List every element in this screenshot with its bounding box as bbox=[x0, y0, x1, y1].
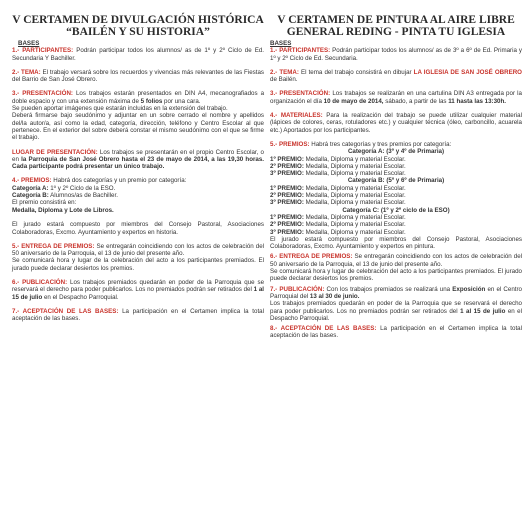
section-text: en el Despacho Parroquial. bbox=[270, 307, 522, 322]
section-bold: 1 al 15 de julio bbox=[460, 307, 506, 315]
section-bold: 1 al 15 de julio bbox=[12, 286, 265, 301]
section-label: 4.- PREMIOS: bbox=[12, 177, 52, 185]
prize-label: 2º PREMIO: bbox=[270, 221, 304, 229]
section-aceptacion bbox=[270, 325, 522, 340]
category-text: 1º y 2º Ciclo de la ESO. bbox=[48, 184, 116, 192]
section-label: LUGAR DE PRESENTACIÓN: bbox=[12, 148, 98, 156]
prize-text: Medalla, Diploma y material Escolar. bbox=[303, 228, 406, 236]
section-text: Con los trabajos premiados se realizará una bbox=[324, 285, 453, 293]
section-text: El trabajo versará sobre los recuerdos y vivencias más relevantes de las Fiestas del Barrio de San José Obrero. bbox=[12, 68, 264, 84]
section-text: Para la realización del trabajo se puede utilizar cualquier material (lápices de colores, ceras, rotuladores etc.) y cualquier técnica (óleo, carboncillo, acuarela etc.) Aportados por los participantes. bbox=[270, 112, 522, 134]
section-bold: 13 al 30 de junio. bbox=[309, 292, 360, 300]
history-contest-title-line2: “BAILÉN Y SU HISTORIA” bbox=[66, 26, 210, 38]
painting-contest-column bbox=[270, 14, 522, 347]
prize-line bbox=[270, 170, 522, 177]
bases-heading: BASES bbox=[270, 40, 292, 47]
section-label: 4.- MATERIALES: bbox=[270, 112, 323, 120]
section-bold: 10 de mayo de 2014, bbox=[323, 97, 384, 105]
section-label: 5.- ENTREGA DE PREMIOS: bbox=[12, 242, 95, 250]
prize-text: Medalla, Diploma y material Escolar. bbox=[303, 192, 406, 200]
section-premios bbox=[270, 141, 522, 250]
section-materiales bbox=[270, 112, 522, 134]
section-text: de Bailén. bbox=[270, 76, 298, 84]
prize-label: 2º PREMIO: bbox=[270, 192, 304, 200]
prize-label: 3º PREMIO: bbox=[270, 170, 304, 178]
section-bold: 11 hasta las 13:30h. bbox=[448, 97, 506, 105]
prize-text: Medalla, Diploma y material Escolar. bbox=[303, 213, 406, 221]
prize-line bbox=[270, 185, 522, 192]
section-label: 2.- TEMA: bbox=[270, 68, 299, 76]
category-label: Categoría B: bbox=[12, 192, 49, 200]
section-text: La participación en el Certamen implica la total aceptación de las bases. bbox=[270, 325, 522, 340]
section-text: Los trabajos se presentarán en el propio Centro Escolar, o en bbox=[12, 148, 264, 163]
prize-text: Medalla, Diploma y material Escolar. bbox=[303, 162, 406, 170]
category-text: Alumnos/as de Bachiller. bbox=[48, 192, 118, 200]
prize-label: 1º PREMIO: bbox=[270, 213, 304, 221]
section-paragraph: Se comunicará hora y lugar de la celebración del acto a los participantes premiados. El jurado puede declarar desiertos los premios. bbox=[12, 257, 264, 272]
section-label: 6.- PUBLICACIÓN: bbox=[12, 279, 68, 287]
prize-line bbox=[270, 229, 522, 236]
prize-label: 2º PREMIO: bbox=[270, 162, 304, 170]
section-text: Se entregarán coincidiendo con los actos de celebración del 50 aniversario de la Parroquia, el 13 de junio del presente año. bbox=[12, 242, 265, 258]
prize-line bbox=[270, 192, 522, 199]
painting-contest-title-line1: V CERTAMEN DE PINTURA AL AIRE LIBRE bbox=[277, 14, 515, 26]
section-text: sábado, a partir de las bbox=[383, 97, 449, 105]
prize-text: Medalla, Diploma y material Escolar. bbox=[303, 199, 406, 207]
section-label: 7.- PUBLICACIÓN: bbox=[270, 285, 325, 293]
category-c-heading: Categoría C: (1º y 2º ciclo de la ESO) bbox=[342, 206, 450, 214]
jury-text: El jurado estará compuesto por miembros del Consejo Pastoral, Asociaciones Colaboradoras, Excmo. Ayuntamiento y expertos en historia. bbox=[12, 221, 264, 236]
section-participantes bbox=[270, 47, 522, 62]
section-text: Los trabajos se realizarán en una cartulina DIN A3 entregada por la organización el día bbox=[270, 90, 522, 105]
prize-intro: El premio consistirá en: bbox=[12, 199, 77, 207]
section-text: en el Despacho Parroquial. bbox=[42, 293, 119, 301]
bases-heading: BASES bbox=[18, 40, 40, 47]
section-text: Podrán participar todos los alumnos/ as de 3º a 6º de Ed. Primaria y 1º y 2º Ciclo de Ed. Secundaria. bbox=[270, 47, 522, 62]
prize-label: 3º PREMIO: bbox=[270, 199, 304, 207]
section-text: El tema del trabajo consistirá en dibujar bbox=[298, 68, 414, 76]
section-text: La participación en el Certamen implica la total aceptación de las bases. bbox=[12, 307, 264, 323]
prize-text: Medalla, Diploma y Lote de Libros. bbox=[12, 206, 114, 214]
category-label: Categoría A: bbox=[12, 184, 49, 192]
section-text: en el Centro Parroquial del bbox=[270, 285, 522, 300]
prize-text: Medalla, Diploma y material Escolar. bbox=[303, 155, 406, 163]
section-bold: 5 folios bbox=[140, 97, 163, 105]
section-bold: la Parroquia de San José Obrero hasta el 23 de mayo de 2014, a las 19,30 horas. Cada participante podrá presentar un único trabajo. bbox=[12, 155, 264, 171]
section-participantes bbox=[12, 47, 264, 62]
section-premios bbox=[12, 177, 264, 235]
prize-line bbox=[270, 156, 522, 163]
section-text: Los trabajos estarán presentados en DIN A4, mecanografiados a doble espacio y con una extensión máxima de bbox=[12, 90, 265, 105]
section-text: Los trabajos premiados quedarán en poder de la Parroquia que se reservará el derecho para poder publicarlos. Los no premiados podrán ser retirados del bbox=[270, 300, 522, 315]
section-text: Habrá dos categorías y un premio por categoría: bbox=[51, 177, 187, 185]
section-publicacion bbox=[12, 279, 264, 301]
section-text: Los trabajos premiados quedarán en poder de la Parroquia que se reservará el derecho para poder publicarlos. Los no premiados podrán ser retirados del bbox=[12, 279, 265, 294]
section-label: 8.- ACEPTACIÓN DE LAS BASES: bbox=[270, 325, 377, 333]
painting-contest-title-line2: GENERAL REDING - PINTA TU IGLESIA bbox=[286, 26, 506, 38]
section-text: Habrá tres categorías y tres premios por categoría: bbox=[309, 140, 452, 148]
section-presentacion bbox=[270, 90, 522, 105]
prize-text: Medalla, Diploma y material Escolar. bbox=[303, 170, 406, 178]
section-label: 6.- ENTREGA DE PREMIOS: bbox=[270, 253, 353, 261]
history-contest-title-line1: V CERTAMEN DE DIVULGACIÓN HISTÓRICA bbox=[12, 14, 264, 26]
prize-label: 1º PREMIO: bbox=[270, 155, 304, 163]
section-paragraph: Se pueden aportar imágenes que estarán incluidas en la extensión del trabajo. bbox=[12, 105, 228, 113]
prize-label: 1º PREMIO: bbox=[270, 184, 304, 192]
section-text: por una cara. bbox=[162, 97, 201, 105]
section-paragraph: Se comunicará hora y lugar de celebración del acto a los participantes premiados. El jurado puede declarar desiertos los premios. bbox=[270, 268, 522, 283]
section-tema bbox=[270, 69, 522, 84]
section-paragraph: Deberá firmarse bajo seudónimo y adjuntar en un sobre cerrado el nombre y apellidos del/la autor/a, así como la edad, categoría, dirección, teléfono y Centro Escolar al que pertenece. En el exterior del sobre deberá constar el mismo seudónimo con el que se firme el trabajo. bbox=[12, 112, 264, 142]
section-entrega bbox=[12, 243, 264, 272]
prize-line bbox=[270, 163, 522, 170]
section-label: 5.- PREMIOS: bbox=[270, 140, 310, 148]
section-label: 7.- ACEPTACIÓN DE LAS BASES: bbox=[12, 307, 119, 315]
section-aceptacion bbox=[12, 308, 264, 323]
prize-text: Medalla, Diploma y material Escolar. bbox=[303, 184, 406, 192]
section-entrega bbox=[270, 253, 522, 282]
section-text: Se entregarán coincidiendo con los actos de celebración del 50 aniversario de la Parroquia, el 13 de junio del presente año. bbox=[270, 253, 523, 268]
category-b-heading: Categoría B: (5º y 6º de Primaria) bbox=[347, 177, 445, 185]
history-contest-column bbox=[12, 14, 264, 330]
section-presentacion bbox=[12, 90, 264, 141]
section-lugar bbox=[12, 149, 264, 171]
prize-label: 3º PREMIO: bbox=[270, 228, 304, 236]
prize-line bbox=[270, 214, 522, 221]
section-bold: Exposición bbox=[452, 285, 486, 293]
section-tema bbox=[12, 69, 264, 84]
prize-line bbox=[270, 199, 522, 206]
section-label: 2.- TEMA: bbox=[12, 68, 41, 76]
section-publicacion bbox=[270, 286, 522, 322]
jury-text: El jurado estará compuesto por miembros del Consejo Pastoral, Asociaciones Colaboradoras, Excmo. Ayuntamiento y expertos en pintura. bbox=[270, 235, 522, 251]
section-label: 1.- PARTICIPANTES: bbox=[270, 47, 331, 55]
category-a-heading: Categoría A: (3º y 4º de Primaria) bbox=[347, 148, 445, 156]
section-text: Podrán participar todos los alumnos/ as de 1º y 2º Ciclo de Ed. Secundaria Y Bachiller. bbox=[12, 47, 264, 62]
section-label: 1.- PARTICIPANTES: bbox=[12, 47, 74, 55]
section-bold: LA IGLESIA DE SAN JOSÉ OBRERO bbox=[413, 68, 522, 76]
prize-text: Medalla, Diploma y material Escolar. bbox=[303, 221, 406, 229]
prize-line bbox=[270, 221, 522, 228]
section-label: 3.- PRESENTACIÓN: bbox=[12, 90, 73, 98]
section-label: 3.- PRESENTACIÓN: bbox=[270, 90, 331, 98]
